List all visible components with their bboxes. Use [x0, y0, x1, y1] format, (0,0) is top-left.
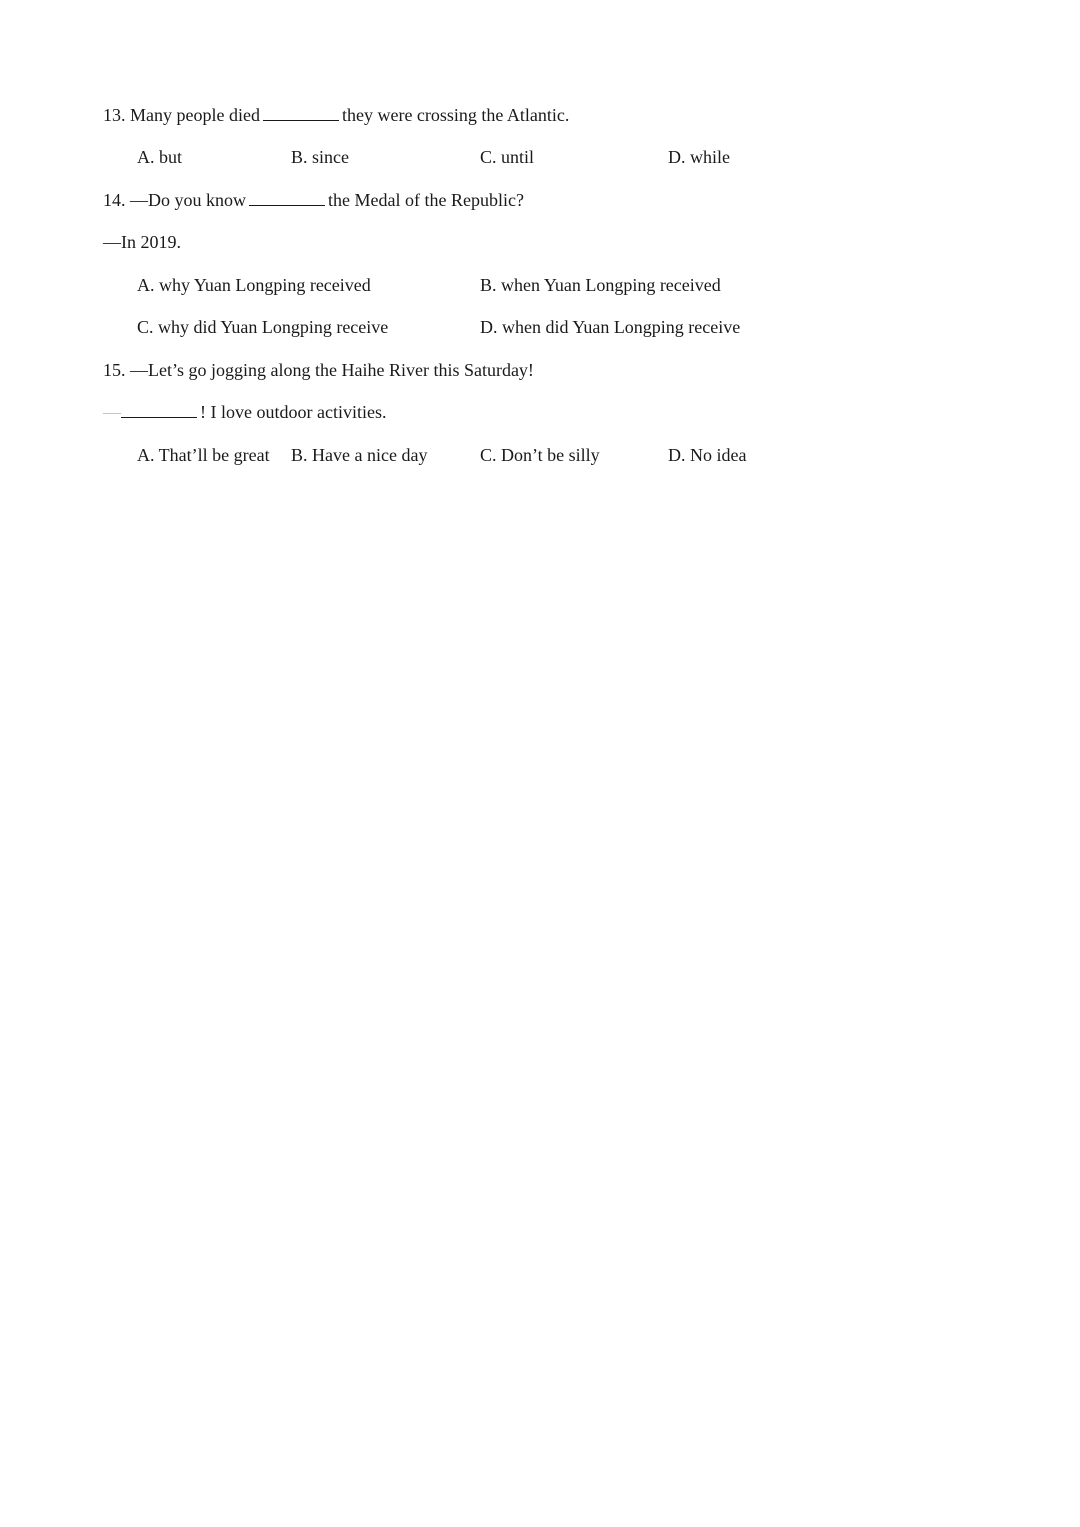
question-15-option-d: D. No idea	[668, 445, 747, 465]
question-13-option-a: A. but	[137, 147, 182, 167]
question-15-option-b: B. Have a nice day	[291, 445, 428, 465]
question-15-option-c: C. Don’t be silly	[480, 445, 600, 465]
question-14-reply: —In 2019.	[103, 232, 181, 252]
question-13-option-d: D. while	[668, 147, 730, 167]
question-15-option-a: A. That’ll be great	[137, 445, 270, 465]
question-14-stem	[103, 189, 524, 211]
question-13-stem	[103, 104, 569, 126]
question-15-blank	[121, 401, 197, 418]
question-13-stem-after: they were crossing the Atlantic.	[341, 105, 570, 125]
question-14-option-c: C. why did Yuan Longping receive	[137, 317, 389, 337]
question-15-reply-after: ! I love outdoor activities.	[200, 402, 387, 422]
question-14-option-d: D. when did Yuan Longping receive	[480, 317, 741, 337]
question-14-blank	[249, 189, 325, 206]
question-13-option-c: C. until	[480, 147, 535, 167]
question-14-option-a: A. why Yuan Longping received	[137, 275, 371, 295]
question-13-stem-before: 13. Many people died	[103, 105, 260, 125]
question-15-reply	[103, 401, 386, 423]
question-15-stem: 15. —Let’s go jogging along the Haihe River this Saturday!	[103, 360, 534, 380]
question-13-option-b: B. since	[291, 147, 349, 167]
question-14-stem-before: 14. —Do you know	[103, 190, 246, 210]
question-14-stem-after: the Medal of the Republic?	[328, 190, 524, 210]
question-14-option-b: B. when Yuan Longping received	[480, 275, 721, 295]
question-15-reply-dash: —	[103, 402, 121, 422]
question-13-blank	[263, 104, 339, 121]
